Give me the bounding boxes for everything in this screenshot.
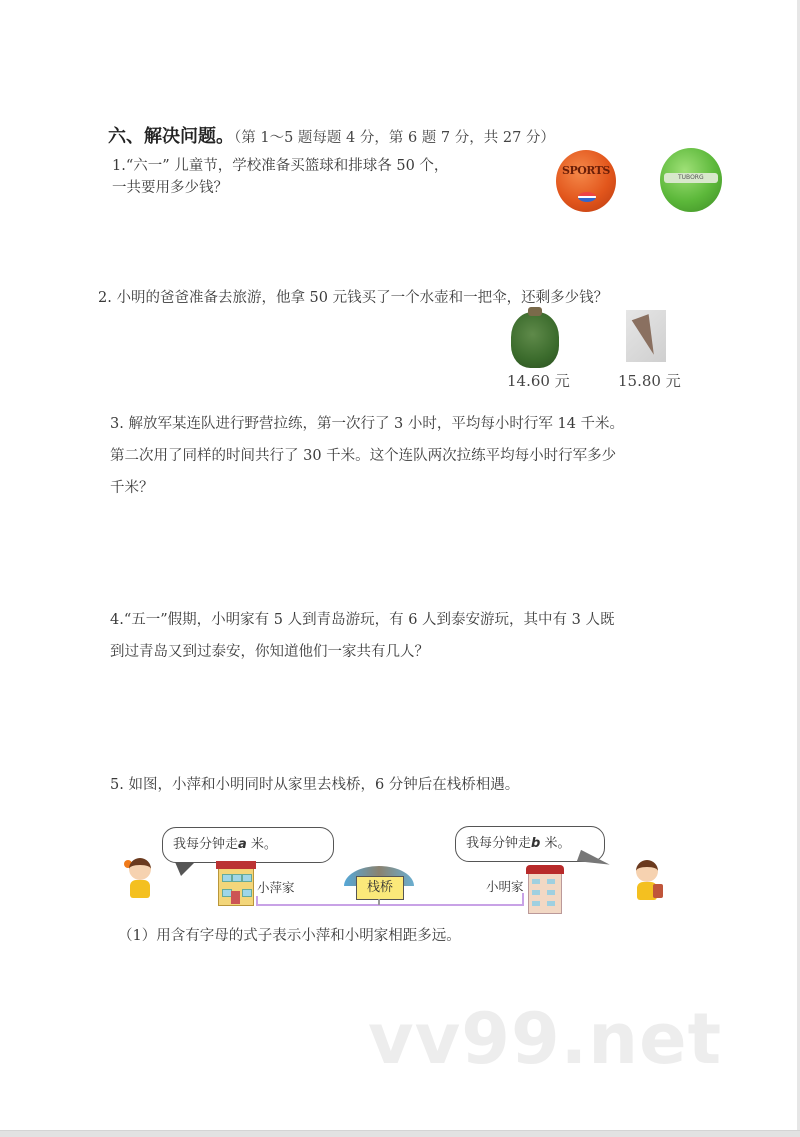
girl-figure-icon: [124, 858, 154, 900]
section-scoring: （第 1～5 题每题 4 分，第 6 题 7 分，共 27 分）: [234, 130, 555, 146]
bubble-right-unit: 米。: [540, 836, 571, 851]
left-home-label: 小萍家: [257, 880, 295, 895]
basketball-logo-icon: [578, 192, 596, 202]
canteen-cap: [528, 307, 542, 316]
canteen-image: [511, 312, 559, 368]
question-3-line-3: 千米？: [110, 480, 154, 496]
question-2-line-1: 2. 小明的爸爸准备去旅游，他拿 50 元钱买了一个水壶和一把伞，还剩多少钱？: [98, 290, 609, 306]
right-home-label: 小明家: [486, 879, 524, 894]
umbrella-image: [626, 310, 666, 362]
left-house-icon: [218, 868, 254, 906]
basketball-text: SPORTS: [562, 164, 610, 177]
volleyball-text: TUBORG: [678, 174, 704, 181]
question-1-line-2: 一共要用多少钱？: [112, 180, 228, 196]
bubble-left-unit: 米。: [246, 837, 277, 852]
question-4-line-2: 到过青岛又到过泰安，你知道他们一家共有几人？: [110, 644, 429, 660]
question-5-sub-1: （1）用含有字母的式子表示小萍和小明家相距多远。: [118, 928, 461, 944]
question-4-line-1: 4.“五一”假期，小明家有 5 人到青岛游玩，有 6 人到泰安游玩，其中有 3 人既: [110, 612, 615, 628]
bridge-post: [378, 899, 380, 905]
right-house-icon: [528, 872, 562, 914]
bubble-left-text: 我每分钟走: [173, 837, 239, 852]
question-1-line-1: 1.“六一” 儿童节，学校准备买篮球和排球各 50 个，: [112, 158, 449, 174]
bubble-right-text: 我每分钟走: [466, 836, 532, 851]
umbrella-icon: [632, 314, 663, 358]
volleyball-image: [660, 148, 722, 212]
bubble-left-variable: a: [238, 837, 247, 852]
speech-bubble-left-tail: [175, 862, 195, 876]
bridge-sign: 栈桥: [356, 876, 404, 900]
question-3-line-2: 第二次用了同样的时间共行了 30 千米。这个连队两次拉练平均每小时行军多少: [110, 448, 617, 464]
speech-bubble-left: [162, 827, 334, 863]
road-line: [256, 904, 524, 906]
canteen-price: 14.60 元: [507, 372, 570, 390]
question-3-line-1: 3. 解放军某连队进行野营拉练，第一次行了 3 小时，平均每小时行军 14 千米。: [110, 416, 625, 432]
basketball-image: [556, 150, 616, 212]
boy-figure-icon: [631, 860, 661, 902]
section-heading: 六、解决问题。: [108, 126, 234, 147]
bubble-right-variable: b: [531, 836, 541, 851]
section-title: [108, 122, 555, 148]
question-5-line-1: 5. 如图，小萍和小明同时从家里去栈桥，6 分钟后在栈桥相遇。: [110, 777, 520, 793]
watermark: vv99.net: [368, 998, 723, 1080]
page-edge-bottom: [0, 1130, 800, 1137]
umbrella-price: 15.80 元: [618, 372, 681, 390]
